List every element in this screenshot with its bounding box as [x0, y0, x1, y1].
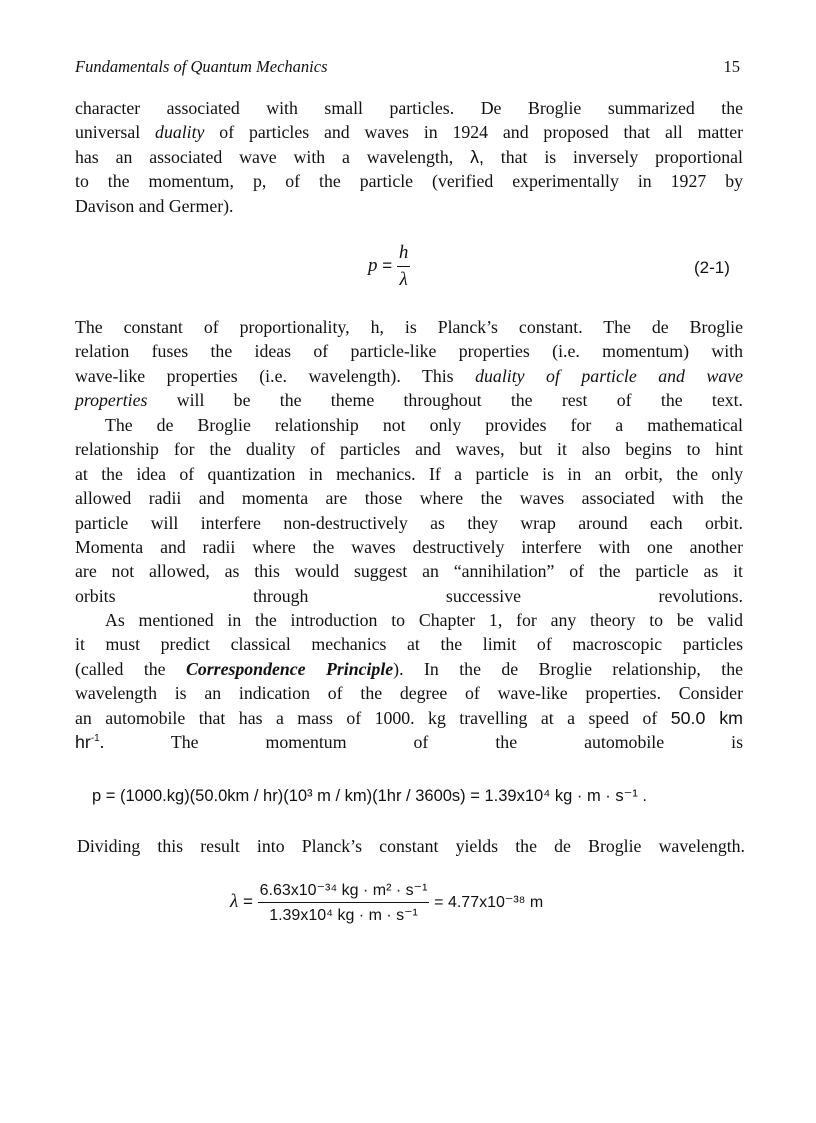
text-line: has an associated wave with a wavelength, λ, that is inversely proportional — [75, 146, 744, 167]
text-line: Dividing this result into Planck’s constant yields the de Broglie wavelength. — [77, 836, 745, 856]
text-line: it must predict classical mechanics at the limit of macroscopic particles — [75, 634, 743, 655]
text-line: As mentioned in the introduction to Chapter 1, for any theory to be valid — [105, 610, 743, 630]
eq-denominator: 1.39x10⁴ kg · m · s⁻¹ — [269, 907, 418, 924]
page-number: 15 — [723, 57, 740, 76]
eq-fraction — [397, 242, 411, 291]
equation-number: (2-1) — [694, 258, 730, 277]
text-line: universal duality of particles and waves in 1924 and proposed that all matter — [75, 122, 744, 143]
equation-2-1 — [368, 242, 410, 291]
text-line: at the idea of quantization in mechanics. If a particle is in an orbit, the only — [75, 463, 743, 484]
text-line: character associated with small particles. De Broglie summarized the — [75, 98, 743, 118]
text-line: properties will be the theme throughout the rest of the text. — [75, 390, 743, 411]
eq-lhs: p — [368, 254, 378, 276]
paragraph-1 — [75, 96, 743, 218]
eq-result: = 4.77x10⁻³⁸ m — [434, 893, 544, 911]
eq-denominator: λ — [399, 269, 408, 290]
text-line: allowed radii and momenta are those where the waves associated with the — [75, 488, 743, 509]
eq-equals: = — [382, 255, 393, 275]
paragraph-5 — [77, 834, 745, 858]
paragraph-3 — [75, 413, 743, 608]
text-line: particle will interfere non-destructively as they wrap around each orbit. — [75, 512, 743, 533]
eq-equals: = — [242, 891, 253, 911]
text-line: Davison and Germer). — [75, 195, 234, 216]
text-line: wavelength is an indication of the degree of wave-like properties. Consider — [75, 683, 743, 704]
text-line: The constant of proportionality, h, is Planck’s constant. The de Broglie — [75, 317, 743, 337]
text-line: relation fuses the ideas of particle-like properties (i.e. momentum) with — [75, 341, 743, 362]
momentum-equation: p = (1000.kg)(50.0km / hr)(10³ m / km)(1hr / 3600s) = 1.39x10⁴ kg · m · s⁻¹ . — [92, 787, 647, 805]
eq-lhs: λ — [230, 890, 239, 912]
text-line: Momenta and radii where the waves destructively interfere with one another — [75, 537, 743, 558]
eq-numerator: h — [397, 242, 411, 267]
eq-fraction — [258, 880, 430, 925]
text-line: an automobile that has a mass of 1000. kg travelling at a speed of 50.0 km — [75, 707, 743, 728]
term-correspondence-principle: Correspondence Principle — [186, 658, 394, 679]
text-line: (called the Correspondence Principle). In the de Broglie relationship, the — [75, 658, 743, 679]
text-line: orbits through successive revolutions. — [75, 585, 743, 606]
text-line: wave-like properties (i.e. wavelength). This duality of particle and wave — [75, 365, 743, 386]
running-title: Fundamentals of Quantum Mechanics — [75, 57, 328, 76]
text-line: relationship for the duality of particles and waves, but it also begins to hint — [75, 439, 743, 460]
text-line: $hr^{-1}$. The momentum of the automobile is — [75, 732, 743, 753]
lambda-symbol: λ, — [470, 146, 484, 167]
wavelength-equation — [230, 880, 543, 925]
text-line: to the momentum, p, of the particle (verified experimentally in 1927 by — [75, 171, 743, 192]
speed-value: 50.0 km — [670, 707, 743, 728]
term-duality-of-particle-and-wave: duality of particle and wave — [475, 365, 743, 386]
text-line: are not allowed, as this would suggest an “annihilation” of the particle as it — [75, 561, 743, 582]
eq-numerator: 6.63x10⁻³⁴ kg · m² · s⁻¹ — [258, 880, 430, 903]
text-line: The de Broglie relationship not only provides for a mathematical — [105, 415, 743, 435]
paragraph-2 — [75, 315, 743, 413]
term-duality: duality — [155, 122, 205, 143]
paragraph-4 — [75, 608, 743, 754]
